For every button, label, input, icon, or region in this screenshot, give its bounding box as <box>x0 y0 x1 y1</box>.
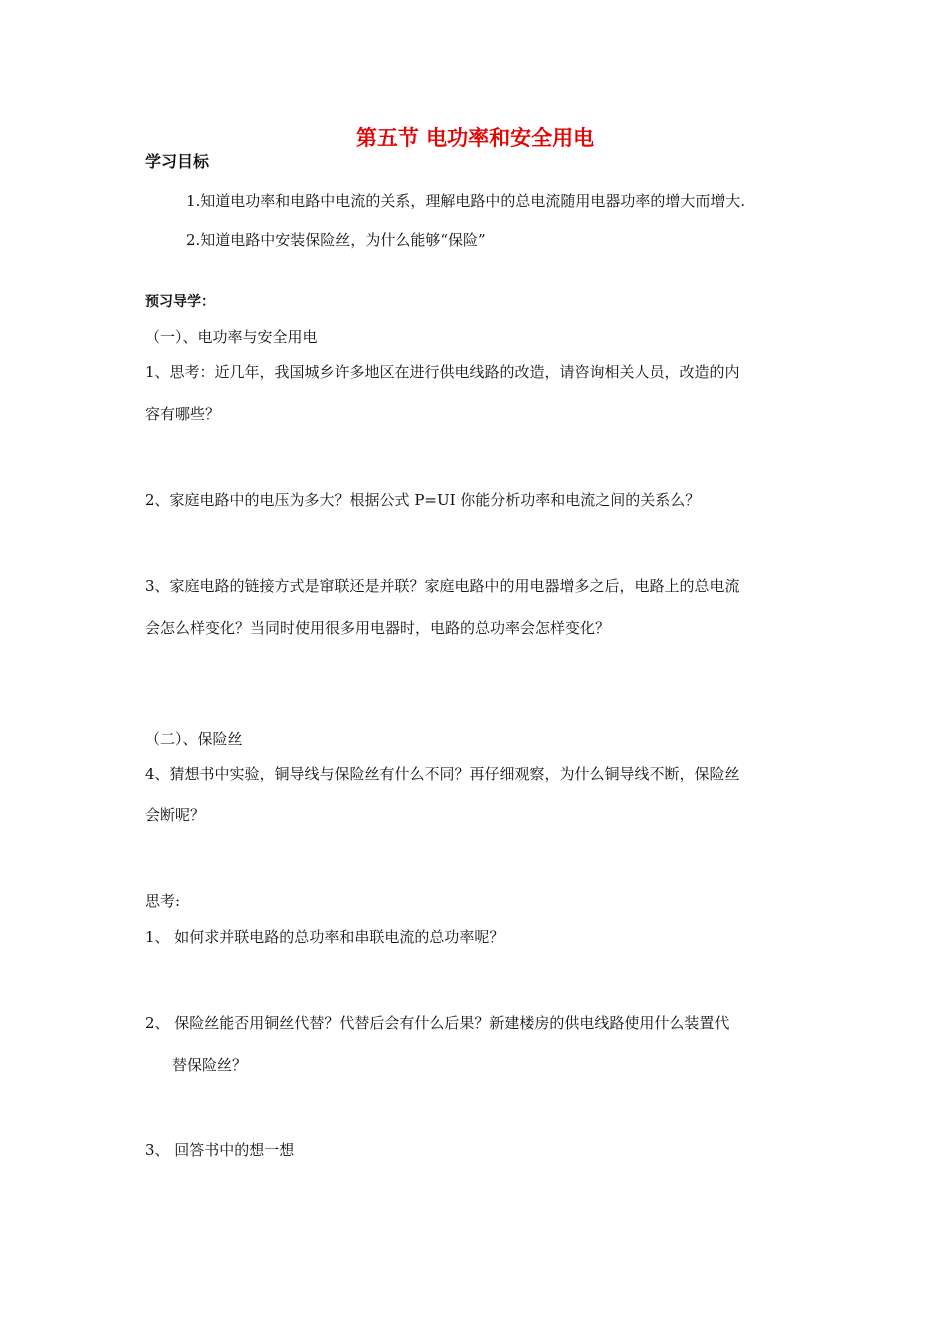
page-title: 第五节 电功率和安全用电 <box>355 126 595 150</box>
question-4-line-1: 4、猜想书中实验，铜导线与保险丝有什么不同？再仔细观察，为什么铜导线不断，保险丝 <box>145 765 740 783</box>
question-1-line-1: 1、思考：近几年，我国城乡许多地区在进行供电线路的改造，请咨询相关人员，改造的内 <box>145 363 740 381</box>
question-2: 2、家庭电路中的电压为多大？根据公式 P=UI 你能分析功率和电流之间的关系么？ <box>145 491 701 509</box>
question-1-line-2: 容有哪些？ <box>145 405 221 423</box>
objective-item-2: 2.知道电路中安装保险丝，为什么能够“保险” <box>186 231 486 249</box>
objective-item-1: 1.知道电功率和电路中电流的关系，理解电路中的总电流随用电器功率的增大而增大. <box>186 192 746 210</box>
question-3-line-1: 3、家庭电路的链接方式是窜联还是并联？家庭电路中的用电器增多之后，电路上的总电流 <box>145 577 740 595</box>
think-heading: 思考: <box>145 892 181 910</box>
objectives-heading: 学习目标 <box>145 152 210 171</box>
question-4-line-2: 会断呢？ <box>145 806 206 824</box>
think-item-3: 3、 回答书中的想一想 <box>145 1141 295 1159</box>
think-item-2-line-2: 替保险丝？ <box>172 1056 248 1074</box>
think-item-1: 1、 如何求并联电路的总功率和串联电流的总功率呢？ <box>145 928 505 946</box>
question-3-line-2: 会怎么样变化？当同时使用很多用电器时，电路的总功率会怎样变化？ <box>145 619 611 637</box>
part1-label: （一）、电功率与安全用电 <box>145 328 318 346</box>
part2-label: （二）、保险丝 <box>145 730 243 748</box>
preview-heading: 预习导学： <box>145 294 215 310</box>
think-item-2-line-1: 2、 保险丝能否用铜丝代替？代替后会有什么后果？新建楼房的供电线路使用什么装置代 <box>145 1014 730 1032</box>
